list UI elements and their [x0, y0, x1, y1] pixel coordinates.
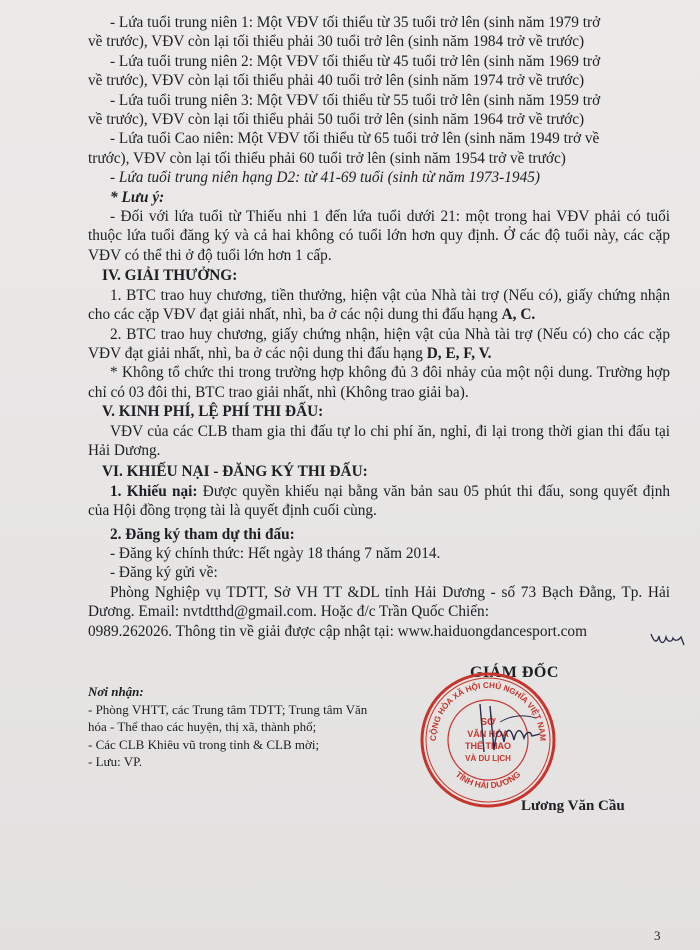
svg-text:TỈNH HẢI DƯƠNG: TỈNH HẢI DƯƠNG	[453, 769, 523, 791]
section-iv-note: * Không tổ chức thi trong trường hợp không đủ 3 đôi nhảy của một nội dung. Trường hợp chỉ có 03 đôi thi, BTC trao giải nhất, nhì (Không trao giải ba).	[88, 364, 670, 401]
section-v-text: VĐV của các CLB tham gia thi đấu tự lo chi phí ăn, nghỉ, đi lại trong thời gian thi đấu tại Hải Dương.	[88, 422, 670, 459]
director-title: GIÁM ĐỐC	[470, 664, 559, 681]
contact-line: 0989.262026. Thông tin về giải được cập nhật tại: www.haiduongdancesport.com	[88, 622, 587, 640]
note-label: * Lưu ý:	[110, 188, 165, 206]
recipient-item: - Các CLB Khiêu vũ trong tỉnh & CLB mời;	[88, 736, 320, 752]
recipients-title: Nơi nhận:	[88, 684, 144, 699]
svg-text:THỂ THAO: THỂ THAO	[465, 741, 511, 751]
complaint-paragraph: 1. Khiếu nại: Được quyền khiếu nại bằng văn bản sau 05 phút thi đấu, song quyết định của Hội đồng trọng tài là quyết định cuối cùng.	[88, 482, 670, 520]
register-label: 2. Đăng ký tham dự thi đấu:	[110, 525, 295, 543]
page-number: 3	[654, 928, 661, 943]
svg-text:VĂN HÓA: VĂN HÓA	[467, 729, 509, 739]
section-vi-heading: VI. KHIẾU NẠI - ĐĂNG KÝ THI ĐẤU:	[102, 463, 368, 481]
section-iv-item-2: 2. BTC trao huy chương, giấy chứng nhận, hiện vật của Nhà tài trợ (Nếu có) cho các cặp VĐV đạt giải nhất, nhì, ba ở các nội dung thi đấu hạng D, E, F, V.	[88, 325, 670, 362]
handwritten-initials	[648, 628, 688, 652]
age-rule-middle-3: - Lứa tuổi trung niên 3: Một VĐV tối thiểu từ 55 tuổi trở lên (sinh năm 1959 trở về trước), VĐV còn lại tối thiểu phải 50 tuổi trở lên (sinh năm 1964 trở về trước)	[88, 91, 601, 129]
note-text: - Đối với lứa tuổi từ Thiếu nhi 1 đến lứa tuổi dưới 21: một trong hai VĐV phải có tuổi thuộc lứa tuổi đăng ký và cả hai không có tuổi lớn hơn quy định. Ở các độ tuổi này, các cặp VĐV có thể thi ở độ tuổi lớn hơn 1 cấp.	[88, 208, 670, 264]
recipient-item: - Phòng VHTT, các Trung tâm TDTT; Trung tâm Văn hóa - Thể thao các huyện, thị xã, thành phố;	[88, 701, 368, 735]
recipient-item: - Lưu: VP.	[88, 754, 143, 770]
recipients-block	[88, 683, 378, 771]
svg-text:CỘNG HÒA XÃ HỘI CHỦ NGHĨA VIỆT: CỘNG HÒA XÃ HỘI CHỦ NGHĨA VIỆT NAM	[428, 680, 548, 742]
signer-name: Lương Văn Cầu	[521, 798, 625, 814]
age-rule-d2: - Lứa tuổi trung niên hạng D2: từ 41-69 tuổi (sinh từ năm 1973-1945)	[110, 169, 540, 187]
age-rule-middle-1: - Lứa tuổi trung niên 1: Một VĐV tối thiểu từ 35 tuổi trở lên (sinh năm 1979 trở về trước), VĐV còn lại tối thiểu phải 30 tuổi trở lên (sinh năm 1984 trở về trước)	[88, 14, 601, 51]
document-body	[88, 0, 670, 641]
age-rule-middle-2: - Lứa tuổi trung niên 2: Một VĐV tối thiểu từ 45 tuổi trở lên (sinh năm 1969 trở về trước), VĐV còn lại tối thiểu phải 40 tuổi trở lên (sinh năm 1974 trở về trước)	[88, 52, 601, 90]
svg-text:SỞ: SỞ	[480, 717, 496, 728]
section-iv-item-1: 1. BTC trao huy chương, tiền thưởng, hiện vật của Nhà tài trợ (Nếu có), giấy chứng nhận cho các cặp VĐV đạt giải nhất, nhì, ba ở các nội dung thi đấu hạng A, C.	[88, 286, 670, 324]
age-rule-senior: - Lứa tuổi Cao niên: Một VĐV tối thiểu từ 65 tuổi trở lên (sinh năm 1949 trở về trước), VĐV còn lại tối thiểu phải 60 tuổi trở lên (sinh năm 1954 trở về trước)	[88, 130, 600, 167]
address-text: Phòng Nghiệp vụ TDTT, Sở VH TT &DL tỉnh Hải Dương - số 73 Bạch Đằng, Tp. Hải Dương. Email: nvtdtthd@gmail.com. Hoặc đ/c Trần Quốc Chiến:	[88, 583, 670, 621]
svg-text:VÀ DU LỊCH: VÀ DU LỊCH	[465, 754, 511, 763]
send-to-label: - Đăng ký gửi về:	[110, 564, 218, 582]
section-v-heading: V. KINH PHÍ, LỆ PHÍ THI ĐẤU:	[102, 403, 324, 421]
handwritten-signature	[470, 692, 560, 762]
register-deadline: - Đăng ký chính thức: Hết ngày 18 tháng 7 năm 2014.	[110, 544, 441, 562]
section-iv-heading: IV. GIẢI THƯỞNG:	[102, 267, 238, 285]
